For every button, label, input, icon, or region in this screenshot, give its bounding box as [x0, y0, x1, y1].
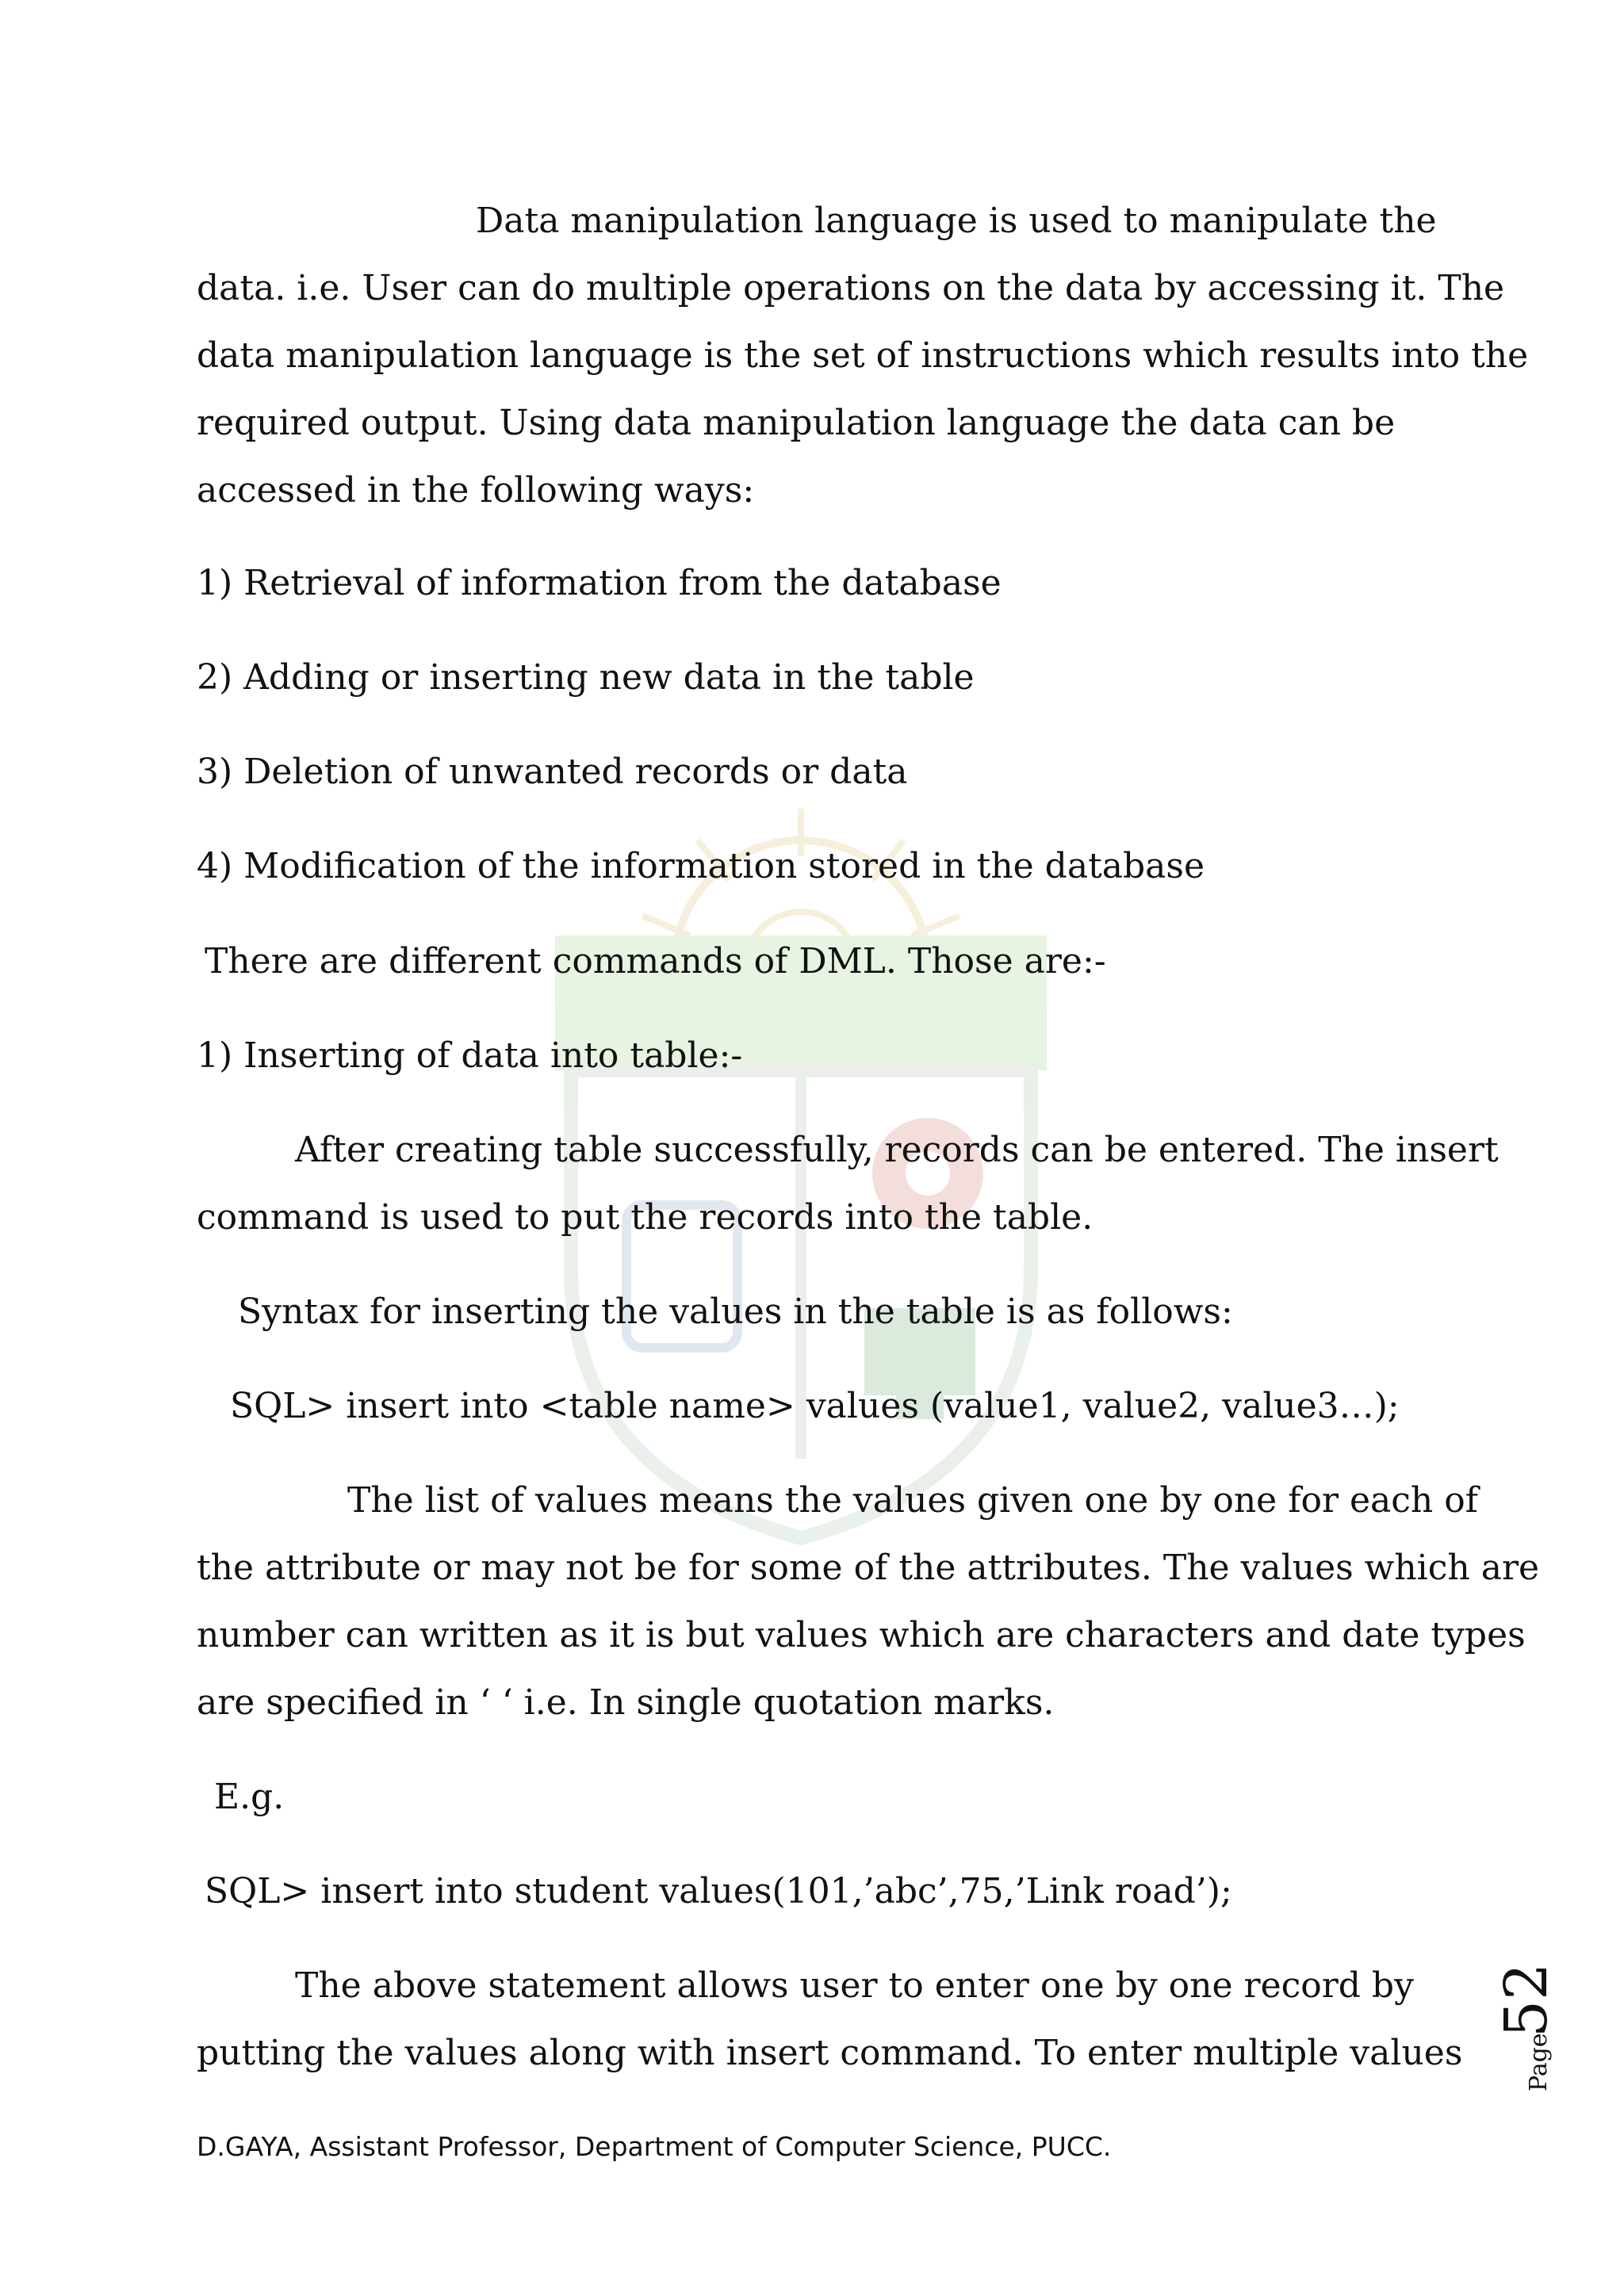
dml-commands-intro: There are different commands of DML. Those are:-	[205, 941, 1106, 982]
closing-line-2: putting the values along with insert command. To enter multiple values	[197, 2033, 1463, 2073]
page-number-label	[1492, 1950, 1562, 2093]
insert-line-1: After creating table successfully, records can be entered. The insert	[295, 1130, 1499, 1170]
command-heading: 1) Inserting of data into table:-	[197, 1035, 743, 1076]
intro-line-4: required output. Using data manipulation language the data can be	[197, 403, 1396, 443]
values-line-3: number can written as it is but values which are characters and date types	[197, 1615, 1526, 1655]
access-way-1: 1) Retrieval of information from the database	[197, 563, 1002, 603]
intro-line-5: accessed in the following ways:	[197, 470, 755, 511]
intro-line-1: Data manipulation language is used to manipulate the	[476, 201, 1437, 241]
values-line-2: the attribute or may not be for some of the attributes. The values which are	[197, 1548, 1540, 1588]
closing-line-1: The above statement allows user to enter one by one record by	[295, 1965, 1414, 2006]
insert-paragraph	[197, 1116, 1499, 1251]
intro-line-3: data manipulation language is the set of instructions which results into the	[197, 335, 1529, 376]
closing-paragraph	[197, 1952, 1463, 2087]
intro-line-2: data. i.e. User can do multiple operations on the data by accessing it. The	[197, 268, 1505, 308]
page-number: 52	[1492, 1962, 1561, 2038]
values-line-4: are specified in ‘ ‘ i.e. In single quotation marks.	[197, 1682, 1055, 1723]
syntax-intro: Syntax for inserting the values in the table is as follows:	[238, 1292, 1233, 1332]
example-label: E.g.	[214, 1777, 285, 1817]
values-paragraph	[197, 1467, 1540, 1736]
page-word: Page	[1525, 2033, 1553, 2091]
values-line-1: The list of values means the values given one by one for each of	[347, 1480, 1479, 1521]
intro-paragraph	[197, 187, 1529, 524]
access-way-3: 3) Deletion of unwanted records or data	[197, 752, 908, 792]
syntax-statement: SQL> insert into <table name> values (value1, value2, value3…);	[230, 1386, 1400, 1426]
example-statement: SQL> insert into student values(101,’abc’,75,’Link road’);	[205, 1871, 1232, 1911]
access-way-4: 4) Modification of the information stored in the database	[197, 846, 1205, 886]
access-way-2: 2) Adding or inserting new data in the table	[197, 657, 975, 698]
insert-line-2: command is used to put the records into the table.	[197, 1197, 1094, 1238]
page-footer: D.GAYA, Assistant Professor, Department of Computer Science, PUCC.	[197, 2131, 1112, 2162]
